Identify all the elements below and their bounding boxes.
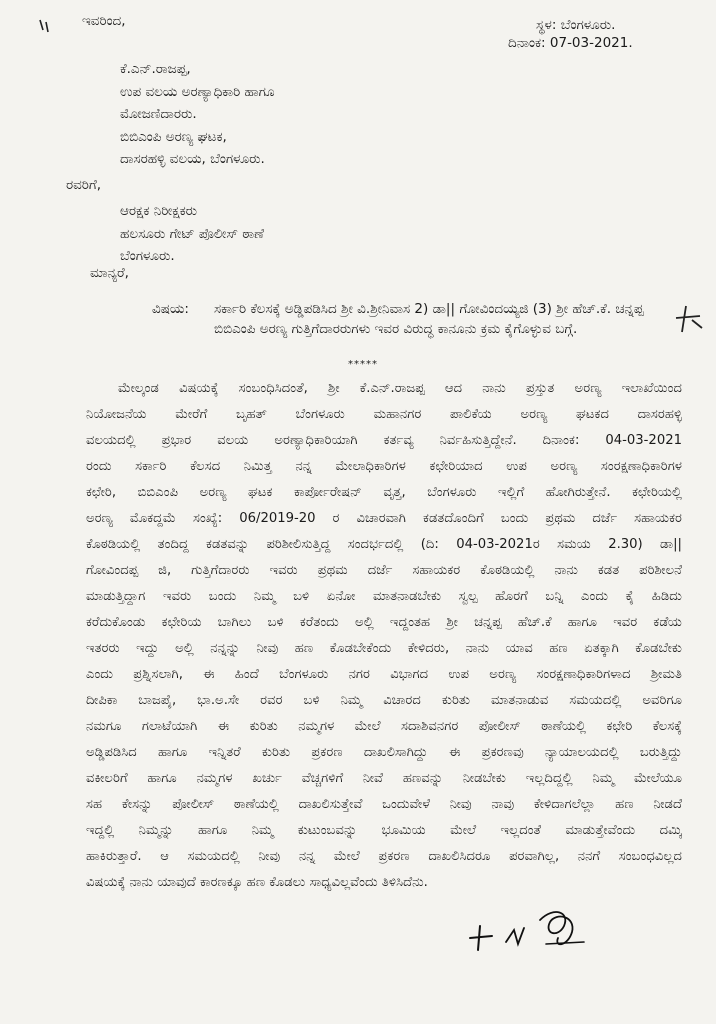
body-line: ಅರಣ್ಯ ಮೊಕದ್ದಮೆ ಸಂಖ್ಯೆ: 06/2019-20 ರ ವಿಚಾರವಾಗಿ ಕಡತದೊಂದಿಗೆ ಬಂದು ಪ್ರಥಮ ದರ್ಜೆ ಸಹಾಯಕರ: [86, 511, 682, 526]
body-line: ಕೊಠಡಿಯಲ್ಲಿ ತಂದಿದ್ದ ಕಡತವನ್ನು ಪರಿಶೀಲಿಸುತ್ತಿದ್ದ ಸಂದರ್ಭದಲ್ಲಿ (ದಿ: 04-03-2021ರ ಸಮಯ 2.30) ಡಾ||: [86, 537, 682, 552]
margin-pen-mark: [672, 298, 706, 338]
sender-address: [120, 58, 275, 171]
body-line: ಮೇಲ್ಕಂಡ ವಿಷಯಕ್ಕೆ ಸಂಬಂಧಿಸಿದಂತೆ, ಶ್ರೀ ಕೆ.ಎನ್.ರಾಜಪ್ಪ ಆದ ನಾನು ಪ್ರಸ್ತುತ ಅರಣ್ಯ ಇಲಾಖೆಯಿಂದ: [118, 381, 682, 396]
to-label: ರವರಿಗೆ,: [66, 177, 102, 193]
recipient-line: ಬೆಂಗಳೂರು.: [120, 248, 175, 264]
margin-pen-mark: [34, 16, 54, 46]
body-line: ಹಾಕಿರುತ್ತಾರೆ. ಆ ಸಮಯದಲ್ಲಿ ನೀವು ನನ್ನ ಮೇಲೆ ಪ್ರಕರಣ ದಾಖಲಿಸಿದರೂ ಪರವಾಗಿಲ್ಲ, ನನಗೆ ಸಂಬಂಧವಿಲ್ಲದ: [86, 849, 682, 864]
recipient-line: ಹಲಸೂರು ಗೇಟ್ ಪೊಲೀಸ್ ಠಾಣೆ: [120, 225, 264, 242]
body-line: ಸಹ ಕೇಸನ್ನು ಪೋಲೀಸ್ ಠಾಣೆಯಲ್ಲಿ ದಾಖಲಿಸುತ್ತೇವೆ ಒಂದುವೇಳೆ ನೀವು ನಾವು ಕೇಳಿದಾಗಲೆಲ್ಲಾ ಹಣ ನೀಡದೆ: [86, 797, 682, 812]
subject-text: ಸರ್ಕಾರಿ ಕೆಲಸಕ್ಕೆ ಅಡ್ಡಿಪಡಿಸಿದ ಶ್ರೀ ವಿ.ಶ್ರೀನಿವಾಸ 2) ಡಾ|| ಗೋವಿಂದಯ್ಯಜಿ (3) ಶ್ರೀ ಹೆಚ್.ಕೆ. ಚನ್ನಪ್ಪ ಬಿಬಿಎಂಪಿ ಅರಣ್ಯ ಗುತ್ತಿಗೆದಾರರುಗಳು ಇವರ ವಿರುದ್ಧ ಕಾನೂನು ಕ್ರಮ ಕೈಗೊಳ್ಳುವ ಬಗ್ಗೆ.: [214, 301, 644, 337]
recipient-line: ಆರಕ್ಷಕ ನಿರೀಕ್ಷಕರು: [120, 203, 198, 219]
body-line: ವಲಯದಲ್ಲಿ ಪ್ರಭಾರ ವಲಯ ಅರಣ್ಯಾಧಿಕಾರಿಯಾಗಿ ಕರ್ತವ್ಯ ನಿರ್ವಹಿಸುತ್ತಿದ್ದೇನೆ. ದಿನಾಂಕ: 04-03-2021: [86, 433, 682, 448]
body-line: ದೀಪಿಕಾ ಬಾಜಪೈ, ಭಾ.ಅ.ಸೇ ರವರ ಬಳಿ ನಿಮ್ಮ ವಿಚಾರದ ಕುರಿತು ಮಾತನಾಡುವ ಸಮಯದಲ್ಲಿ ಅವರಿಗೂ: [86, 693, 682, 708]
recipient-address: [120, 200, 264, 268]
body-line: ಗೋವಿಂದಪ್ಪ ಜಿ, ಗುತ್ತಿಗೆದಾರರು ಇವರು ಪ್ರಥಮ ದರ್ಜೆ ಸಹಾಯಕರ ಕೊಠಡಿಯಲ್ಲಿ ನಾನು ಕಡತ ಪರಿಶೀಲನೆ: [86, 563, 682, 578]
body-line: ನಮಗೂ ಗಲಾಟೆಯಾಗಿ ಈ ಕುರಿತು ನಮ್ಮಗಳ ಮೇಲೆ ಸದಾಶಿವನಗರ ಪೋಲೀಸ್ ಠಾಣೆಯಲ್ಲಿ ಕಛೇರಿ ಕೆಲಸಕ್ಕೆ: [86, 719, 682, 734]
body-line: ಕಛೇರಿ, ಬಿಬಿಎಂಪಿ ಅರಣ್ಯ ಘಟಕ ಕಾರ್ಪೋರೇಷನ್ ವೃತ್ತ, ಬೆಂಗಳೂರು ಇಲ್ಲಿಗೆ ಹೋಗಿರುತ್ತೇನೆ. ಕಛೇರಿಯಲ್ಲಿ: [86, 485, 682, 500]
sender-line: ಮೋಜಣಿದಾರರು.: [120, 106, 197, 122]
body-line: ಎಂದು ಪ್ರಶ್ನಿಸಲಾಗಿ, ಈ ಹಿಂದೆ ಬೆಂಗಳೂರು ನಗರ ವಿಭಾಗದ ಉಪ ಅರಣ್ಯ ಸಂರಕ್ಷಣಾಧಿಕಾರಿಗಳಾದ ಶ್ರೀಮತಿ: [86, 667, 682, 682]
letter-body: [86, 376, 682, 896]
body-line: ರಂದು ಸರ್ಕಾರಿ ಕೆಲಸದ ನಿಮಿತ್ತ ನನ್ನ ಮೇಲಾಧಿಕಾರಿಗಳ ಕಛೇರಿಯಾದ ಉಪ ಅರಣ್ಯ ಸಂರಕ್ಷಣಾಧಿಕಾರಿಗಳ: [86, 459, 682, 474]
from-label: ಇವರಿಂದ,: [82, 13, 126, 29]
sender-line: ಕೆ.ಎನ್.ರಾಜಪ್ಪ,: [120, 61, 191, 77]
separator: *****: [348, 359, 378, 370]
body-line: ಅಡ್ಡಿಪಡಿಸಿದ ಹಾಗೂ ಇನ್ನಿತರೆ ಕುರಿತು ಪ್ರಕರಣ ದಾಖಲಿಸಾಗಿದ್ದು ಈ ಪ್ರಕರಣವು ನ್ಯಾಯಾಲಯದಲ್ಲಿ ಬರುತ್ತಿದ್ದು: [86, 745, 682, 760]
subject-label: ವಿಷಯ:: [152, 301, 189, 317]
sender-line: ಬಿಬಿಎಂಪಿ ಅರಣ್ಯ ಘಟಕ,: [120, 128, 227, 145]
place: ಸ್ಥಳ: ಬೆಂಗಳೂರು.: [536, 17, 616, 33]
body-line: ಕರೆದುಕೊಂಡು ಕಛೇರಿಯ ಬಾಗಿಲು ಬಳಿ ಕರೆತಂದು ಅಲ್ಲಿ ಇದ್ದಂತಹ ಶ್ರೀ ಚನ್ನಪ್ಪ ಹೆಚ್.ಕೆ ಹಾಗೂ ಇವರ ಕಡೆಯ: [86, 615, 682, 630]
body-line: ನಿಯೋಜನೆಯ ಮೇರೆಗೆ ಬೃಹತ್ ಬೆಂಗಳೂರು ಮಹಾನಗರ ಪಾಲಿಕೆಯ ಅರಣ್ಯ ಘಟಕದ ದಾಸರಹಳ್ಳಿ: [86, 407, 682, 422]
sender-line: ಉಪ ವಲಯ ಅರಣ್ಯಾಧಿಕಾರಿ ಹಾಗೂ: [120, 83, 275, 100]
salutation: ಮಾನ್ಯರೆ,: [90, 265, 129, 281]
sender-line: ದಾಸರಹಳ್ಳಿ ವಲಯ, ಬೆಂಗಳೂರು.: [120, 151, 265, 167]
body-line: ಇದ್ದಲ್ಲಿ ನಿಮ್ಮನ್ನು ಹಾಗೂ ನಿಮ್ಮ ಕುಟುಂಬವನ್ನು ಭೂಮಿಯ ಮೇಲೆ ಇಲ್ಲದಂತೆ ಮಾಡುತ್ತೇವೆಂದು ದಮ್ಕಿ: [86, 823, 682, 838]
body-line: ವಕೀಲರಿಗೆ ಹಾಗೂ ನಮ್ಮಗಳ ಖರ್ಚು ವೆಚ್ಚಗಳಿಗೆ ನೀವೆ ಹಣವನ್ನು ನೀಡಬೇಕು ಇಲ್ಲದಿದ್ದಲ್ಲಿ ನಿಮ್ಮ ಮೇಲೆಯೂ: [86, 771, 682, 786]
body-line: ವಿಷಯಕ್ಕೆ ನಾನು ಯಾವುದೆ ಕಾರಣಕ್ಕೂ ಹಣ ಕೊಡಲು ಸಾಧ್ಯವಿಲ್ಲವೆಂದು ತಿಳಿಸಿದೆನು.: [86, 875, 428, 890]
date: ದಿನಾಂಕ: 07-03-2021.: [508, 35, 633, 51]
body-line: ಇತರರು ಇದ್ದು ಅಲ್ಲಿ ನನ್ನನ್ನು ನೀವು ಹಣ ಕೊಡಬೇಕೆಂದು ಕೇಳಿದರು, ನಾನು ಯಾವ ಹಣ ಏತಕ್ಕಾಗಿ ಕೊಡಬೇಕು: [86, 641, 682, 656]
signature: [458, 898, 598, 962]
body-line: ಮಾಡುತ್ತಿದ್ದಾಗ ಇವರು ಬಂದು ನಿಮ್ಮ ಬಳಿ ಏನೋ ಮಾತನಾಡಬೇಕು ಸ್ವಲ್ಪ ಹೊರಗೆ ಬನ್ನಿ ಎಂದು ಕೈ ಹಿಡಿದು: [86, 589, 682, 604]
